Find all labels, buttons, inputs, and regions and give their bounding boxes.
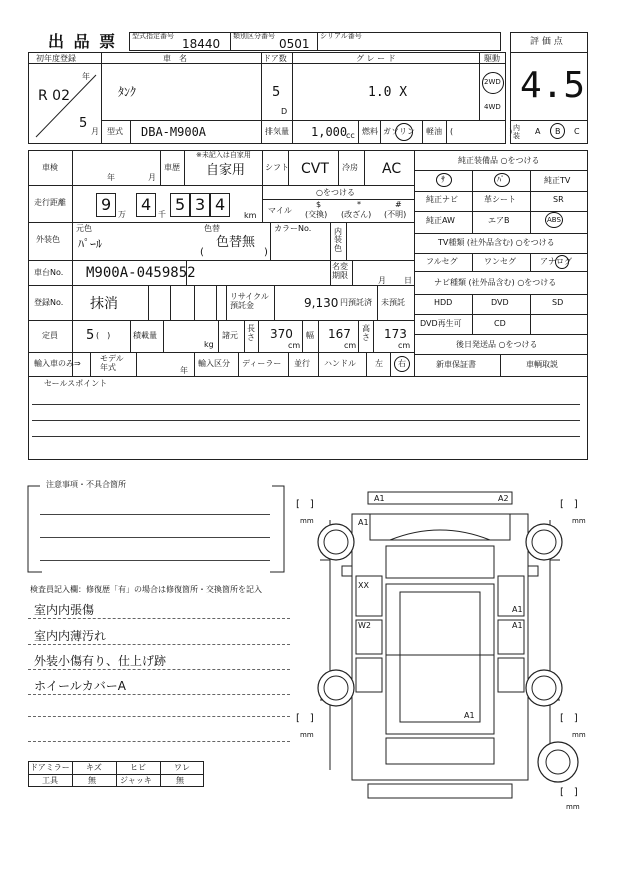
grade-value: 1.0 X — [368, 85, 408, 100]
month-unit: 月 — [91, 127, 99, 136]
cooler-label: 冷房 — [342, 163, 358, 172]
interior-label: 内装 — [513, 124, 520, 140]
interior-a: A — [535, 127, 541, 136]
inspector-note-3: 外装小傷有り、仕上げ跡 — [34, 654, 167, 668]
damage-mark: A1 — [358, 518, 369, 527]
notes-line-2 — [40, 537, 270, 538]
car-diagram — [290, 480, 590, 810]
model-year-unit: 年 — [180, 366, 188, 375]
first-reg-era: R 02 — [38, 88, 70, 104]
capacity-label: 定員 — [42, 331, 58, 340]
doors-label: ドア数 — [263, 54, 287, 63]
check-header-crack: ヒビ — [130, 763, 146, 772]
equip-sr: SR — [553, 195, 564, 204]
mileage-opt-exchange-b: (交換) — [305, 210, 328, 219]
capacity-value: 5 — [86, 328, 95, 343]
notes-line-1 — [40, 514, 270, 515]
length-label: 長さ — [247, 324, 255, 342]
inspector-note-1: 室内内張傷 — [34, 603, 95, 617]
sales-line-2 — [32, 420, 580, 421]
recycle-value: 9,130 — [304, 296, 339, 310]
color-orig-label: 元色 — [76, 224, 92, 233]
nav-dvd-play: DVD再生可 — [420, 319, 462, 328]
notes-line-3 — [40, 560, 270, 561]
sales-point-label: セールスポイント — [44, 379, 108, 388]
color-chg-label: 色替 — [204, 224, 220, 233]
equip-nav: 純正ナビ — [426, 195, 458, 204]
tire-rl-bracket: [ ] — [296, 713, 314, 724]
sales-line-1 — [32, 404, 580, 405]
equip-airbag: エアB — [488, 216, 510, 225]
tire-rr-bracket: [ ] — [560, 713, 578, 724]
interior-c: C — [574, 127, 580, 136]
tv-header: TV種類 (社外品含む) ○をつける — [438, 238, 555, 247]
mileage-digit-1: 9 — [101, 195, 112, 214]
tv-full: フルセグ — [426, 257, 458, 266]
mileage-circle-note: ○をつける — [316, 188, 355, 197]
history-label: 車歴 — [164, 163, 180, 172]
later-header: 後日発送品 ○をつける — [456, 340, 538, 349]
height-unit: cm — [398, 341, 411, 350]
equip-ac: ｻ — [441, 175, 445, 184]
equip-tv: 純正TV — [544, 176, 571, 185]
shift-value: CVT — [301, 161, 329, 177]
import-div-label: 輸入区分 — [198, 359, 230, 368]
inspector-note-4: ホイールカバーA — [34, 679, 126, 693]
check-header-mirror: ドアミラー — [30, 763, 70, 772]
tv-analog-circle — [555, 255, 569, 269]
displacement-unit: cc — [346, 131, 355, 140]
color-chg-paren-close: ) — [264, 247, 268, 258]
model-value: DBA-M900A — [141, 125, 207, 139]
nav-dvd: DVD — [491, 298, 509, 307]
form-type-label: 型式指定番号 — [132, 32, 174, 40]
tire-spare-unit: mm — [566, 803, 580, 811]
light-oil: 軽油 — [426, 127, 442, 136]
equip-abs: ABS — [547, 216, 561, 224]
mileage-digit-2: 4 — [141, 195, 152, 214]
mileage-sen: 千 — [158, 210, 166, 219]
reg-label: 登録No. — [34, 298, 64, 307]
first-reg-month: 5 — [79, 116, 88, 131]
interior-b-circle — [550, 123, 565, 139]
mileage-digit-3: 5 — [175, 195, 186, 214]
history-note: ※未記入は自家用 — [196, 151, 251, 159]
drive-2wd: 2WD — [484, 78, 501, 86]
mileage-digit-5: 4 — [215, 195, 226, 214]
mileage-opt-unknown: # — [395, 200, 402, 209]
tire-fr-bracket: [ ] — [560, 499, 578, 510]
fuel-circle — [395, 123, 413, 141]
later-manual: 車輌取説 — [526, 360, 558, 369]
damage-mark: W2 — [358, 621, 371, 630]
notes-header: 注意事項・不具合箇所 — [46, 480, 126, 489]
damage-mark: A2 — [498, 494, 509, 503]
doors-value: 5 — [272, 85, 281, 100]
parallel-label: 並行 — [294, 359, 310, 368]
damage-mark: XX — [358, 581, 369, 590]
capacity-paren: ( ) — [96, 331, 111, 340]
check-tools: 工具 — [42, 776, 58, 785]
grade-label: グ レ ー ド — [356, 54, 396, 63]
nav-sd: SD — [552, 298, 564, 307]
import-label: 輸入車のみ⇒ — [34, 359, 81, 368]
equip-aw: 純正AW — [426, 216, 455, 225]
tv-analog: アナログ — [540, 257, 572, 266]
name-change-label: 名変期限 — [332, 262, 348, 280]
handle-label: ハンドル — [324, 359, 356, 368]
tv-one: ワンセグ — [484, 257, 516, 266]
recycle-unpaid: 未預託 — [381, 298, 405, 307]
nav-cd: CD — [494, 319, 506, 328]
nav-header: ナビ種類 (社外品含む) ○をつける — [434, 278, 557, 287]
tire-fl-bracket: [ ] — [296, 499, 314, 510]
check-jack-value: 無 — [176, 776, 184, 785]
interior-color-label: 内装色 — [334, 227, 342, 253]
model-year-label: モデル年式 — [100, 354, 124, 372]
car-name-label: 車 名 — [163, 54, 187, 63]
equip-leather: 革シート — [484, 195, 516, 204]
chassis-value: M900A-0459852 — [86, 265, 196, 281]
shift-label: シフト — [265, 163, 289, 172]
displacement-label: 排気量 — [265, 127, 289, 136]
mileage-opt-mile: マイル — [268, 206, 292, 215]
later-warranty: 新車保証書 — [436, 360, 476, 369]
handle-right-circle — [394, 356, 410, 372]
length-value: 370 — [270, 327, 293, 341]
recycle-label: リサイクル預託金 — [230, 292, 269, 311]
width-label: 幅 — [306, 331, 314, 340]
color-label: 外装色 — [36, 235, 60, 244]
fuel-value: ガソリン — [383, 127, 415, 136]
load-label: 積載量 — [133, 331, 157, 340]
inspector-label: 検査員記入欄：修復歴「有」の場合は修復箇所・交換箇所を記入 — [30, 585, 262, 594]
name-change-month: 月 — [378, 276, 386, 285]
load-unit: kg — [204, 340, 214, 349]
form-type-value: 18440 — [182, 37, 221, 51]
fuel-label: 燃料 — [362, 127, 378, 136]
mileage-digit-4: 3 — [195, 195, 206, 214]
color-chg-value: 色替無 — [216, 235, 256, 250]
inspection-year: 年 — [107, 173, 115, 182]
check-header-scratch: キズ — [86, 763, 102, 772]
dims-label: 諸元 — [222, 331, 238, 340]
interior-b: B — [555, 127, 561, 136]
category-label: 類別区分番号 — [233, 32, 275, 40]
drive-4wd: 4WD — [484, 103, 501, 111]
damage-mark: A1 — [374, 494, 385, 503]
tire-rl-unit: mm — [300, 731, 314, 739]
equip-header: 純正装備品 ○をつける — [458, 156, 540, 165]
mileage-opt-unknown-b: (不明) — [384, 210, 407, 219]
fuel-paren: ( ) — [450, 127, 513, 136]
damage-mark: A1 — [512, 621, 523, 630]
width-unit: cm — [344, 341, 357, 350]
mileage-man: 万 — [118, 210, 126, 219]
year-unit: 年 — [82, 72, 90, 81]
mileage-label: 走行距離 — [34, 198, 66, 207]
mileage-opt-tamper-b: (改ざん) — [341, 210, 372, 219]
color-chg-paren-open: ( — [200, 247, 204, 258]
score-label: 評 価 点 — [530, 37, 563, 47]
mileage-unit: km — [244, 211, 257, 220]
width-value: 167 — [328, 327, 351, 341]
reg-value: 抹消 — [90, 296, 118, 312]
inspection-label: 車検 — [42, 163, 58, 172]
drive-label: 駆動 — [484, 54, 500, 63]
color-orig-value: ﾊﾟｰﾙ — [78, 237, 103, 251]
form-title: 出 品 票 — [48, 32, 118, 51]
sales-line-3 — [32, 436, 580, 437]
nav-hdd: HDD — [434, 298, 453, 307]
history-value: 自家用 — [206, 163, 246, 178]
cooler-value: AC — [382, 161, 402, 177]
damage-mark: A1 — [464, 711, 475, 720]
car-name-value: ﾀﾝｸ — [118, 85, 137, 99]
color-no-label: カラーNo. — [274, 224, 312, 233]
model-label: 型式 — [107, 127, 123, 136]
first-reg-label: 初年度登録 — [36, 54, 76, 63]
handle-right: 右 — [398, 359, 406, 368]
height-label: 高さ — [362, 324, 370, 342]
mileage-opt-exchange: $ — [316, 200, 322, 209]
check-jack: ジャッキ — [120, 776, 152, 785]
displacement-value: 1,000 — [311, 125, 348, 139]
check-header-break: ワレ — [174, 763, 190, 772]
handle-left: 左 — [375, 359, 383, 368]
doors-suffix: D — [281, 107, 288, 116]
mileage-opt-tamper: * — [357, 200, 361, 209]
chassis-label: 車台No. — [34, 268, 64, 277]
height-value: 173 — [384, 327, 407, 341]
dealer-label: ディーラー — [242, 359, 282, 368]
tire-spare-bracket: [ ] — [560, 787, 578, 798]
tire-rr-unit: mm — [572, 731, 586, 739]
tire-fr-unit: mm — [572, 517, 586, 525]
category-value: 0501 — [279, 37, 310, 51]
serial-label: シリアル番号 — [320, 32, 362, 40]
length-unit: cm — [288, 341, 301, 350]
inspection-month: 月 — [148, 173, 156, 182]
recycle-unit: 円預託済 — [340, 298, 372, 307]
score-value: 4.5 — [520, 65, 586, 106]
damage-mark: A1 — [512, 605, 523, 614]
check-tools-value: 無 — [88, 776, 96, 785]
tire-fl-unit: mm — [300, 517, 314, 525]
inspector-note-2: 室内内薄汚れ — [34, 629, 107, 643]
equip-pw: ﾊﾟ — [497, 175, 505, 184]
name-change-day: 日 — [404, 276, 412, 285]
